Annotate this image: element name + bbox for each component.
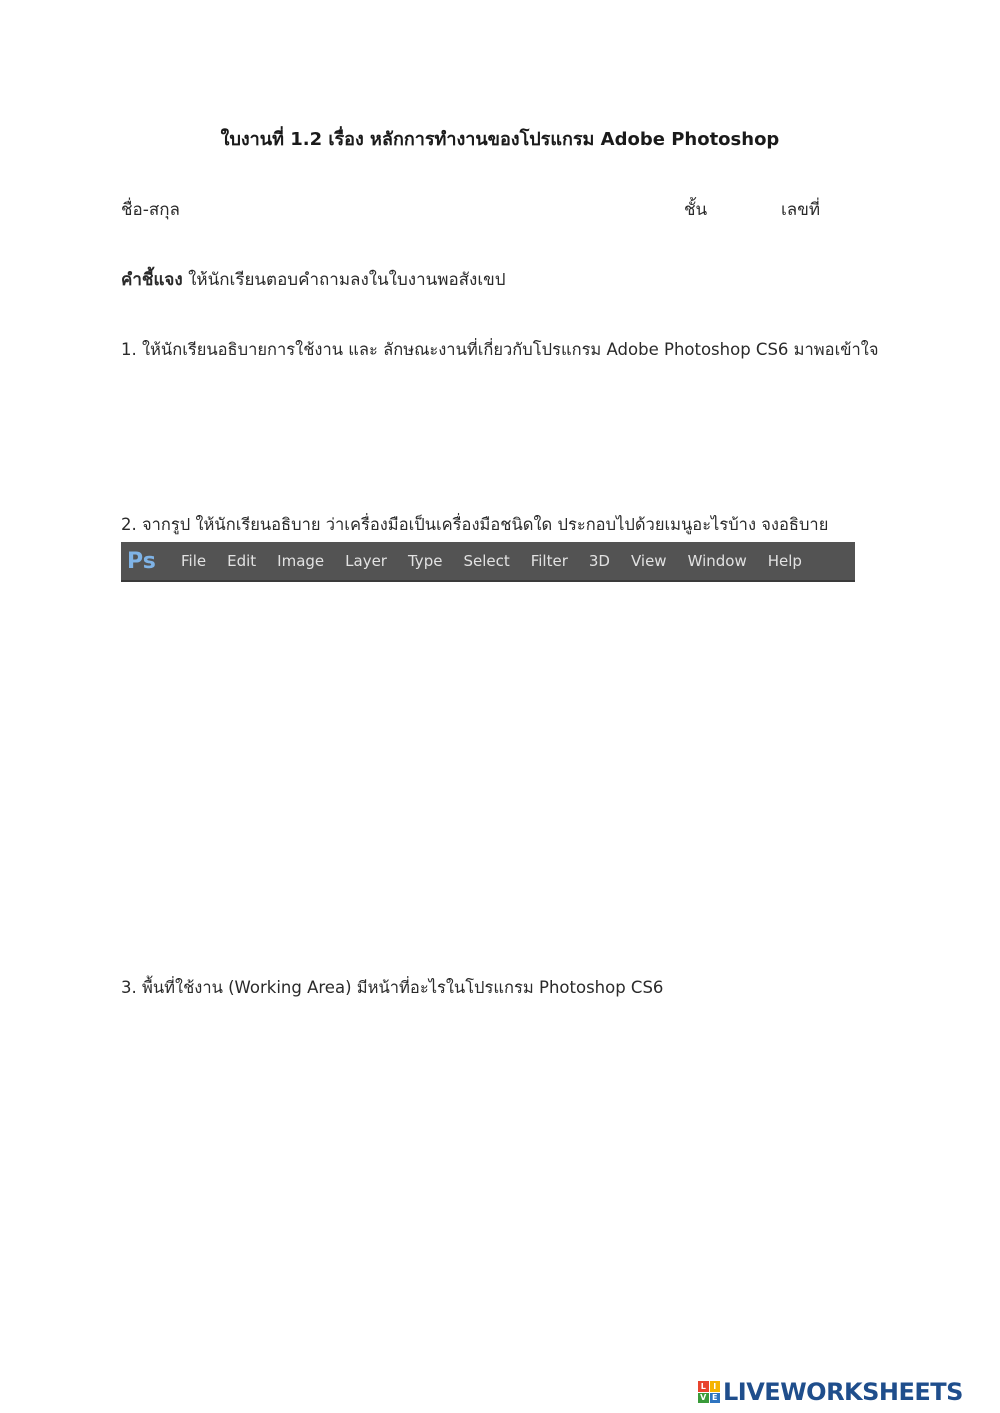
logo-square-i: I	[710, 1381, 721, 1392]
menu-item-edit: Edit	[227, 552, 257, 570]
number-label: เลขที่	[781, 200, 821, 220]
worksheet-title: ใบงานที่ 1.2 เรื่อง หลักการทำงานของโปรแกรม Adobe Photoshop	[220, 129, 780, 150]
name-label: ชื่อ-สกุล	[121, 200, 180, 220]
menu-item-image: Image	[277, 552, 325, 570]
menu-item-3d: 3D	[588, 552, 610, 570]
liveworksheets-logo	[698, 1378, 963, 1406]
menu-item-file: File	[181, 552, 207, 570]
menu-item-layer: Layer	[345, 552, 387, 570]
liveworksheets-squares-icon	[698, 1381, 720, 1403]
instruction-label: คำชี้แจง	[121, 270, 183, 290]
logo-square-v: V	[698, 1393, 709, 1404]
photoshop-logo-icon: Ps	[127, 548, 156, 574]
instruction-text: ให้นักเรียนตอบคำถามลงในใบงานพอสังเขป	[188, 270, 506, 290]
menu-item-view: View	[630, 552, 667, 570]
question-1: 1. ให้นักเรียนอธิบายการใช้งาน และ ลักษณะงานที่เกี่ยวกับโปรแกรม Adobe Photoshop CS6 มาพอเข้าใจ	[121, 340, 879, 359]
logo-square-e: E	[710, 1393, 721, 1404]
photoshop-menubar-image	[121, 542, 855, 582]
menu-item-type: Type	[407, 552, 443, 570]
menu-item-select: Select	[463, 552, 510, 570]
menu-item-window: Window	[687, 552, 747, 570]
menu-item-filter: Filter	[530, 552, 568, 570]
question-3: 3. พื้นที่ใช้งาน (Working Area) มีหน้าที่อะไรในโปรแกรม Photoshop CS6	[121, 978, 664, 997]
logo-square-l: L	[698, 1381, 709, 1392]
liveworksheets-brand: LIVEWORKSHEETS	[723, 1378, 963, 1406]
photoshop-menu-list	[181, 552, 823, 570]
instruction-line	[121, 266, 506, 293]
menu-item-help: Help	[767, 552, 802, 570]
question-2: 2. จากรูป ให้นักเรียนอธิบาย ว่าเครื่องมือเป็นเครื่องมือชนิดใด ประกอบไปด้วยเมนูอะไรบ้าง จงอธิบาย	[121, 515, 829, 534]
class-label: ชั้น	[684, 200, 708, 220]
